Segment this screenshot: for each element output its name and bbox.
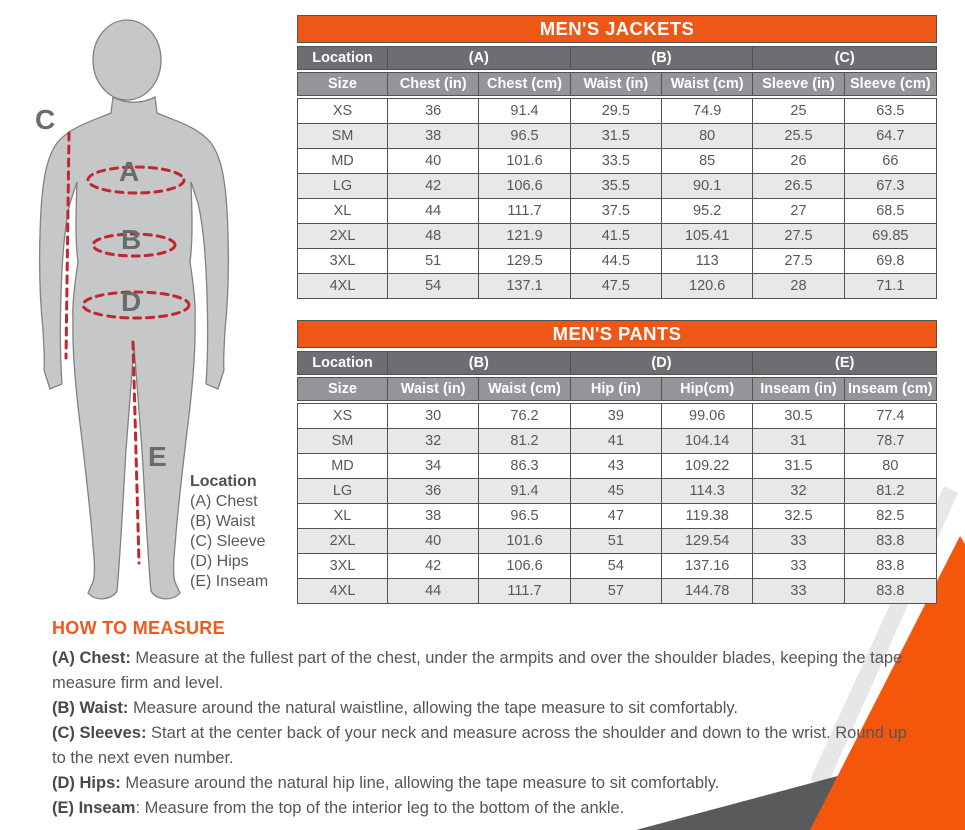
table-cell: 104.14 (662, 429, 753, 453)
table-cell: XL (298, 504, 388, 528)
table-row (298, 404, 936, 429)
column-header: Chest (cm) (479, 73, 570, 95)
table-cell: 54 (571, 554, 662, 578)
measure-instruction-chest (52, 646, 914, 696)
table-cell: 26.5 (753, 174, 844, 198)
header-cell: (B) (571, 47, 754, 69)
table-cell: 40 (388, 529, 479, 553)
table-cell: 44.5 (571, 249, 662, 273)
table-row (298, 274, 936, 298)
table-cell: 35.5 (571, 174, 662, 198)
pants-column-header-row (297, 377, 937, 401)
table-row (298, 579, 936, 603)
table-cell: 129.54 (662, 529, 753, 553)
table-cell: 25.5 (753, 124, 844, 148)
table-cell: 111.7 (479, 579, 570, 603)
table-cell: 42 (388, 174, 479, 198)
table-cell: 91.4 (479, 479, 570, 503)
table-row (298, 479, 936, 504)
jackets-table-title: MEN'S JACKETS (297, 15, 937, 43)
instruction-text: Measure around the natural waistline, allowing the tape measure to sit comfortably. (128, 699, 738, 717)
column-header: Inseam (in) (753, 378, 844, 400)
header-cell: (D) (571, 352, 754, 374)
header-cell: Location (298, 352, 388, 374)
table-cell: 27 (753, 199, 844, 223)
table-cell: 86.3 (479, 454, 570, 478)
table-cell: 81.2 (479, 429, 570, 453)
table-cell: 47 (571, 504, 662, 528)
instruction-label: (E) Inseam (52, 799, 136, 817)
table-cell: 33.5 (571, 149, 662, 173)
table-cell: 32.5 (753, 504, 844, 528)
column-header: Sleeve (cm) (845, 73, 936, 95)
legend-item-inseam: (E) Inseam (190, 573, 269, 590)
table-cell: 85 (662, 149, 753, 173)
table-cell: 43 (571, 454, 662, 478)
table-row (298, 199, 936, 224)
table-cell: 113 (662, 249, 753, 273)
table-cell: 51 (388, 249, 479, 273)
measure-instruction-hips (52, 771, 914, 796)
table-row (298, 429, 936, 454)
table-cell: 39 (571, 404, 662, 428)
table-cell: 66 (882, 153, 899, 169)
table-cell: 80 (662, 124, 753, 148)
table-row (298, 99, 936, 124)
measure-instruction-sleeves (52, 721, 914, 771)
table-cell: XL (298, 199, 388, 223)
table-cell: 37.5 (571, 199, 662, 223)
table-cell: 31 (753, 429, 844, 453)
legend-item-hips: (D) Hips (190, 553, 249, 570)
table-cell: 30.5 (753, 404, 844, 428)
table-cell: 34 (388, 454, 479, 478)
table-cell: 3XL (298, 249, 388, 273)
instruction-text: Measure at the fullest part of the chest, under the armpits and over the shoulder blades, keeping the tape measure firm and level. (52, 649, 903, 692)
table-cell: 41.5 (571, 224, 662, 248)
table-cell: 106.6 (479, 174, 570, 198)
table-cell: 78.7 (845, 429, 936, 453)
table-cell: 120.6 (662, 274, 753, 298)
table-row (298, 529, 936, 554)
table-cell: 44 (388, 199, 479, 223)
table-cell: 106.6 (479, 554, 570, 578)
table-cell: 83.8 (845, 579, 936, 603)
mark-label-d: D (121, 286, 142, 317)
table-row (298, 249, 936, 274)
column-header: Inseam (cm) (845, 378, 936, 400)
pants-table-body (297, 403, 937, 604)
table-cell: 119.38 (662, 504, 753, 528)
table-cell: 105.41 (662, 224, 753, 248)
table-row (298, 174, 936, 199)
table-cell: 114.3 (662, 479, 753, 503)
column-header: Size (298, 378, 388, 400)
table-cell: 101.6 (479, 149, 570, 173)
table-cell: 109.22 (662, 454, 753, 478)
table-cell: 99.06 (662, 404, 753, 428)
table-cell: 4XL (298, 274, 388, 298)
table-cell: LG (298, 174, 388, 198)
table-cell: 63.5 (876, 103, 905, 119)
table-cell: MD (298, 454, 388, 478)
table-cell: 31.5 (753, 454, 844, 478)
table-cell: 111.7 (479, 199, 570, 223)
table-cell: 44 (388, 579, 479, 603)
table-cell: XS (298, 404, 388, 428)
table-cell: 137.1 (479, 274, 570, 298)
table-cell: 57 (571, 579, 662, 603)
how-to-measure-title: HOW TO MEASURE (52, 618, 225, 638)
column-header: Hip (in) (571, 378, 662, 400)
instruction-label: (A) Chest: (52, 649, 131, 667)
table-cell: 83.8 (845, 529, 936, 553)
table-cell: 32 (388, 429, 479, 453)
table-cell: 31.5 (571, 124, 662, 148)
header-cell: (E) (753, 352, 936, 374)
table-cell: 76.2 (479, 404, 570, 428)
legend-item-sleeve: (C) Sleeve (190, 533, 266, 550)
mark-label-c: C (35, 104, 56, 135)
table-cell: 25 (753, 99, 844, 123)
table-cell: 69.85 (845, 224, 936, 248)
instruction-label: (B) Waist: (52, 699, 129, 717)
table-cell: 33 (753, 529, 844, 553)
figure-head (93, 20, 161, 100)
table-cell: SM (298, 124, 388, 148)
table-cell: 64.7 (845, 124, 936, 148)
header-cell: (A) (388, 47, 571, 69)
table-cell: 26 (753, 149, 844, 173)
table-cell: 38 (388, 504, 479, 528)
table-cell: 33 (753, 554, 844, 578)
how-to-measure-section (52, 618, 914, 821)
table-cell: 40 (388, 149, 479, 173)
table-cell: 96.5 (479, 124, 570, 148)
table-cell: 82.5 (876, 508, 905, 524)
table-cell: SM (298, 429, 388, 453)
table-cell: 90.1 (662, 174, 753, 198)
table-cell: 42 (388, 554, 479, 578)
table-cell: 144.78 (662, 579, 753, 603)
table-row (298, 454, 936, 479)
legend-item-waist: (B) Waist (190, 513, 256, 530)
table-cell: 71.1 (845, 274, 936, 298)
table-cell: 69.8 (876, 253, 905, 269)
table-cell: 91.4 (479, 99, 570, 123)
table-cell: 80 (882, 458, 899, 474)
table-row (298, 554, 936, 579)
column-header: Waist (in) (571, 73, 662, 95)
table-cell: 27.5 (753, 249, 844, 273)
table-cell: 41 (571, 429, 662, 453)
mark-label-e: E (148, 441, 167, 472)
jackets-size-table (297, 15, 937, 299)
table-row (298, 149, 936, 174)
legend-title: Location (190, 473, 257, 490)
header-cell: (B) (388, 352, 571, 374)
column-header: Size (298, 73, 388, 95)
instruction-label: (D) Hips: (52, 774, 121, 792)
table-cell: 54 (388, 274, 479, 298)
measure-instruction-waist (52, 696, 914, 721)
instruction-text: : Measure from the top of the interior leg to the bottom of the ankle. (135, 799, 625, 817)
table-row (298, 504, 936, 529)
table-cell: 48 (388, 224, 479, 248)
instruction-text: Start at the center back of your neck and measure across the shoulder and down to the wrist. Round up to the next even number. (52, 724, 907, 767)
table-row (298, 124, 936, 149)
table-cell: 4XL (298, 579, 388, 603)
table-cell: 29.5 (571, 99, 662, 123)
table-cell: 36 (388, 99, 479, 123)
table-cell: 28 (753, 274, 844, 298)
table-cell: 96.5 (479, 504, 570, 528)
column-header: Waist (cm) (479, 378, 570, 400)
measure-instruction-inseam (52, 796, 914, 821)
legend-item-chest: (A) Chest (190, 493, 258, 510)
table-cell: 32 (753, 479, 844, 503)
table-cell: 36 (388, 479, 479, 503)
table-cell: 101.6 (479, 529, 570, 553)
table-cell: 83.8 (876, 558, 905, 574)
column-header: Hip(cm) (662, 378, 753, 400)
table-cell: 121.9 (479, 224, 570, 248)
header-cell: Location (298, 47, 388, 69)
table-cell: 3XL (298, 554, 388, 578)
mark-label-b: B (121, 224, 142, 255)
table-cell: 45 (571, 479, 662, 503)
instruction-label: (C) Sleeves: (52, 724, 147, 742)
table-cell: 33 (753, 579, 844, 603)
column-header: Waist (cm) (662, 73, 753, 95)
instruction-text: Measure around the natural hip line, allowing the tape measure to sit comfortably. (120, 774, 720, 792)
table-row (298, 224, 936, 249)
column-header: Sleeve (in) (753, 73, 844, 95)
header-cell: (C) (753, 47, 936, 69)
jackets-location-header-row (297, 46, 937, 70)
table-cell: 68.5 (876, 203, 905, 219)
table-cell: 74.9 (662, 99, 753, 123)
table-cell: 47.5 (571, 274, 662, 298)
table-cell: 137.16 (662, 554, 753, 578)
jackets-table-body (297, 98, 937, 299)
table-cell: 2XL (298, 529, 388, 553)
table-cell: LG (298, 479, 388, 503)
table-cell: 95.2 (662, 199, 753, 223)
jackets-column-header-row (297, 72, 937, 96)
table-cell: 77.4 (876, 408, 905, 424)
table-cell: XS (298, 99, 388, 123)
table-cell: 2XL (298, 224, 388, 248)
table-cell: 81.2 (845, 479, 936, 503)
table-cell: 51 (571, 529, 662, 553)
column-header: Waist (in) (388, 378, 479, 400)
table-cell: MD (298, 149, 388, 173)
table-cell: 38 (388, 124, 479, 148)
column-header: Chest (in) (388, 73, 479, 95)
table-cell: 67.3 (845, 174, 936, 198)
table-cell: 27.5 (753, 224, 844, 248)
pants-location-header-row (297, 351, 937, 375)
pants-table-title: MEN'S PANTS (297, 320, 937, 348)
mark-label-a: A (119, 156, 140, 187)
table-cell: 129.5 (479, 249, 570, 273)
pants-size-table (297, 320, 937, 604)
location-legend (190, 472, 268, 592)
table-cell: 30 (388, 404, 479, 428)
